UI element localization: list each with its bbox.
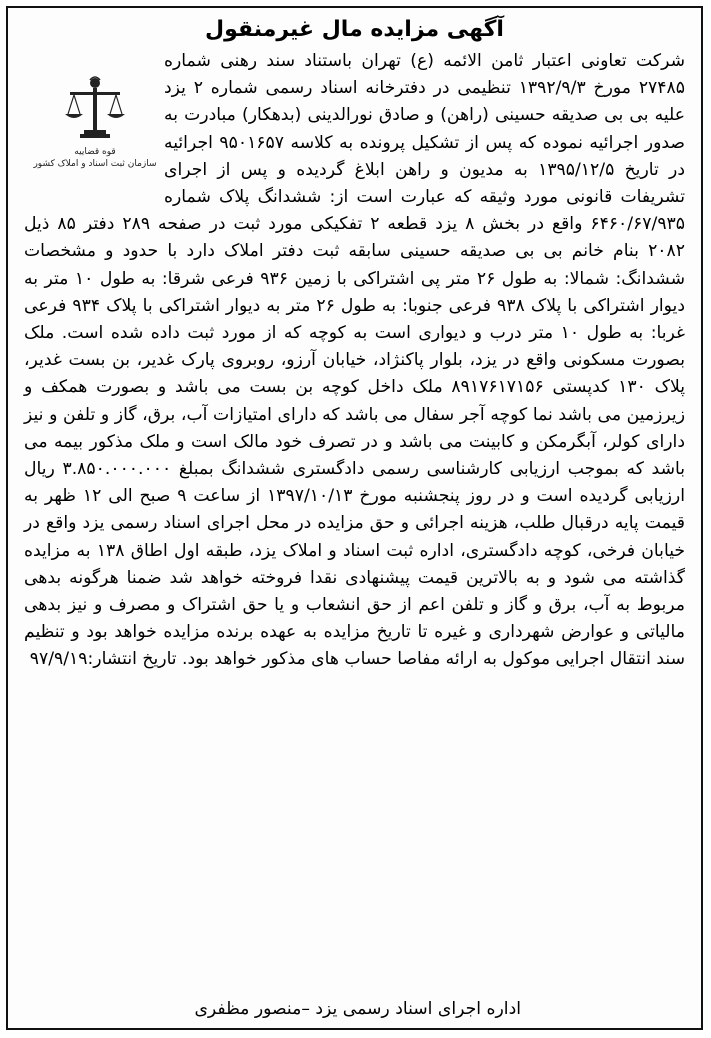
logo-caption-organization: سازمان ثبت اسناد و املاک کشور <box>33 159 157 169</box>
logo-spacer <box>24 48 164 198</box>
notice-title: آگهی مزایده مال غیرمنقول <box>205 17 504 42</box>
notice-frame <box>6 6 703 1030</box>
notice-signature: اداره اجرای اسناد رسمی یزد –منصور مظفری <box>194 999 521 1019</box>
logo-caption-judiciary: قوه قضاییه <box>74 147 116 157</box>
notice-body <box>24 48 685 674</box>
notice-paragraph: شرکت تعاونی اعتبار ثامن الائمه (ع) تهران باستناد سند رهنی شماره ۲۷۴۸۵ مورخ ۱۳۹۲/۹/۳ تنظیمی در دفترخانه اسناد رسمی شماره ۲ یزد علیه بی بی صدیقه حسینی (راهن) و صادق نورالدینی (بدهکار) مبادرت به صدور اجرائیه نموده که پس از تشکیل پرونده به کلاسه ۹۵۰۱۶۵۷ اجرائیه در تاریخ ۱۳۹۵/۱۲/۵ به مدیون و راهن ابلاغ گردیده و پس از اجرای تشریفات قانونی مورد وثیقه که عبارت است از: ششدانگ پلاک شماره ۶۴۶۰/۶۷/۹۳۵ واقع در بخش ۸ یزد قطعه ۲ تفکیکی مورد ثبت در صفحه ۲۸۹ دفتر ۸۵ ذیل ۲۰۸۲ بنام خانم بی بی صدیقه حسینی سابقه ثبت دفتر املاک دارد با حدود و مشخصات ششدانگ: شمالا: به طول ۲۶ متر پی اشتراکی با زمین ۹۳۶ فرعی شرقا: به طول ۱۰ متر به دیوار اشتراکی با پلاک ۹۳۸ فرعی جنوبا: به طول ۲۶ متر به دیوار اشتراکی با پلاک ۹۳۴ فرعی غربا: به طول ۱۰ متر درب و دیواری است به کوچه که از مورد ثبت داده شده است. ملک بصورت مسکونی واقع در یزد، بلوار پاکنژاد، خیابان آرزو، روبروی پارک غدیر، بن بست غدیر، پلاک ۱۳۰ کدپستی ۸۹۱۷۶۱۷۱۵۶ ملک داخل کوچه بن بست می باشد و بصورت همکف و زیرزمین می باشد نما کوچه آجر سفال می باشد که دارای امتیازات آب، برق، گاز و تلفن و نیز دارای کولر، آبگرمکن و کابینت می باشد و در تصرف خود مالک است و ملک مذکور بیمه می باشد که بموجب ارزیابی کارشناسی رسمی دادگستری ششدانگ بمبلغ ۳.۸۵۰.۰۰۰.۰۰۰ ریال ارزیابی گردیده است و در روز پنجشنبه مورخ ۱۳۹۷/۱۰/۱۳ از ساعت ۹ صبح الی ۱۲ ظهر به قیمت پایه درقبال طلب، هزینه اجرائی و حق مزایده در محل اجرای اسناد رسمی یزد واقع در خیابان فرخی، کوچه دادگستری، اداره ثبت اسناد و املاک یزد، طبقه اول اطاق ۱۳۸ به مزایده گذاشته می شود و به بالاترین قیمت پیشنهادی نقدا فروخته خواهد شد ضمنا هرگونه بدهی مربوط به آب، برق و گاز و تلفن اعم از حق انشعاب و یا حق اشتراک و مصرف و نیز بدهی مالیاتی و عوارض شهرداری و غیره تا تاریخ مزایده به عهده برنده مزایده خواهد بود و تنظیم سند انتقال اجرایی موکول به ارائه مفاصا حساب های مذکور خواهد بود. تاریخ انتشار:۹۷/۹/۱۹ <box>24 51 686 670</box>
